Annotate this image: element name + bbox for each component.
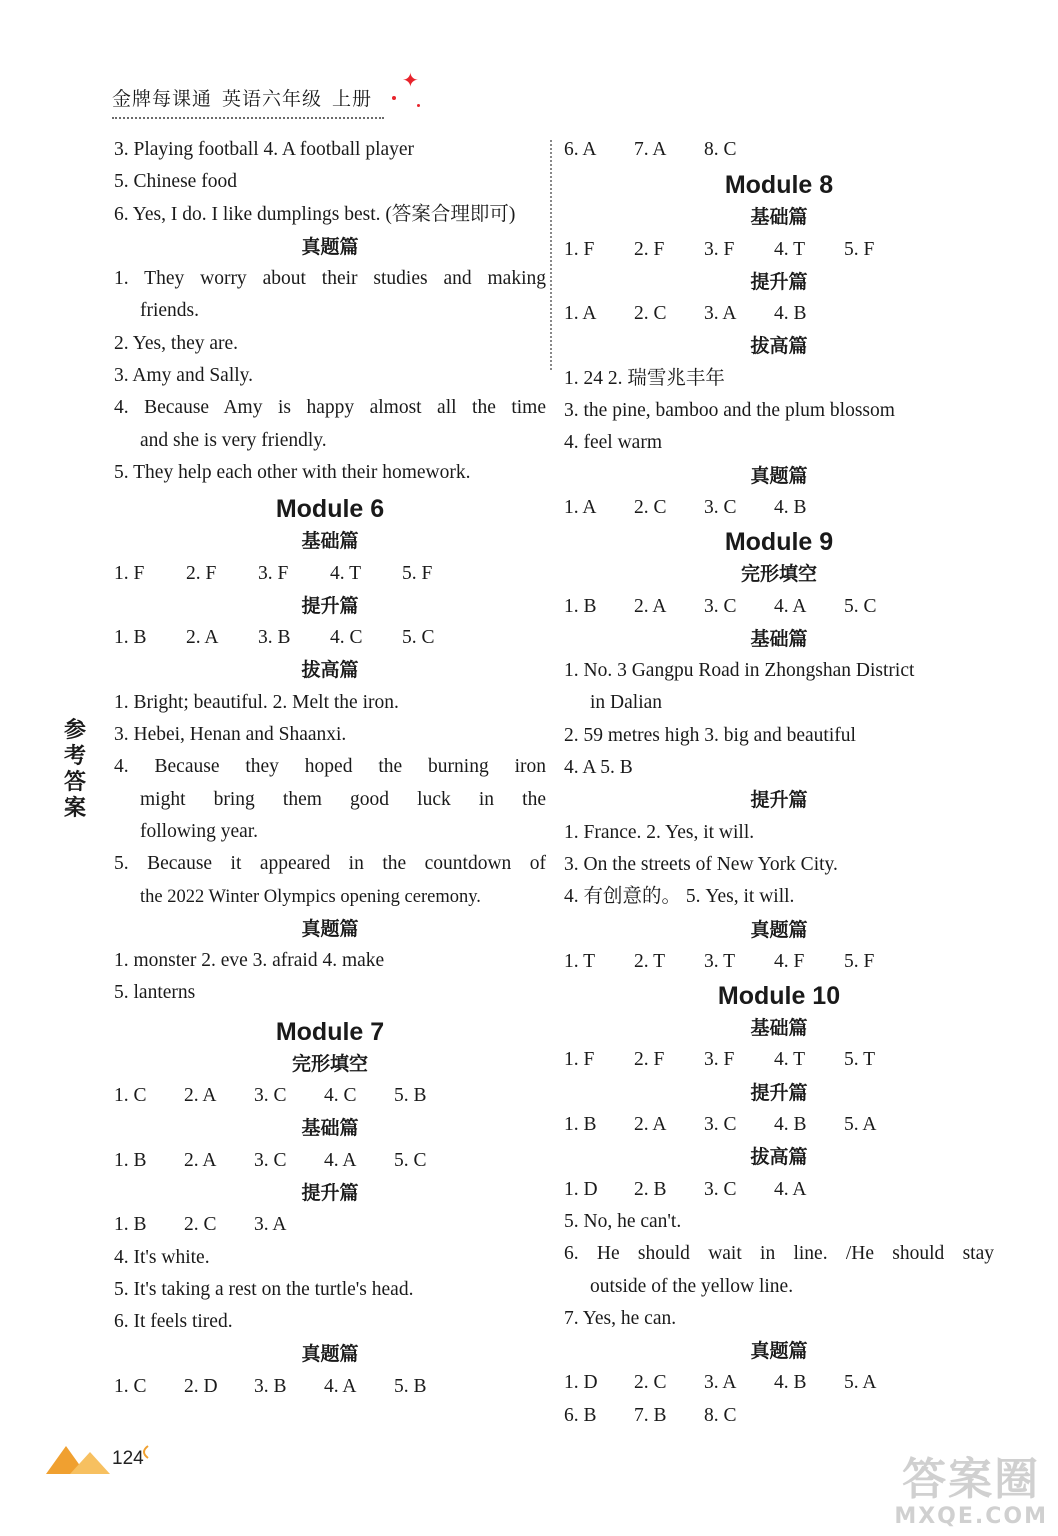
section-heading: 基础篇 bbox=[301, 1117, 359, 1140]
answer-row bbox=[564, 492, 994, 524]
answer-item: 1. F bbox=[564, 238, 595, 260]
section-heading: 真题篇 bbox=[750, 1340, 808, 1363]
answer-item: 2. A bbox=[186, 627, 219, 649]
answer-line: following year. bbox=[140, 820, 259, 842]
section-heading: 真题篇 bbox=[301, 1343, 359, 1366]
answer-item: 6. B bbox=[564, 1404, 597, 1426]
answer-item: 5. A bbox=[844, 1114, 877, 1136]
book-title: 金牌每课通 bbox=[112, 88, 213, 110]
answer-item: 3. A bbox=[254, 1214, 287, 1236]
answer-line: might bring them good luck in the bbox=[140, 788, 546, 810]
answer-item: 2. C bbox=[634, 1372, 667, 1394]
answer-row bbox=[564, 591, 994, 623]
page-header bbox=[112, 84, 384, 119]
answer-line: 6. It feels tired. bbox=[114, 1311, 233, 1333]
answer-item: 5. F bbox=[844, 950, 875, 972]
answer-line: 4. 有创意的。 5. Yes, it will. bbox=[564, 886, 795, 908]
answer-line: friends. bbox=[140, 300, 200, 322]
section-heading: 提升篇 bbox=[750, 1081, 808, 1104]
answer-item: 1. B bbox=[564, 595, 597, 617]
answer-row bbox=[564, 1109, 994, 1141]
answer-item: 4. B bbox=[774, 1114, 807, 1136]
answer-line: 4. Because they hoped the burning iron bbox=[114, 756, 546, 778]
answer-line: 5. Chinese food bbox=[114, 171, 237, 193]
answer-item: 1. C bbox=[114, 1085, 147, 1107]
answer-row bbox=[564, 1174, 994, 1206]
answer-item: 2. T bbox=[634, 950, 666, 972]
answer-item: 2. C bbox=[184, 1214, 217, 1236]
answer-line: 3. Playing football 4. A football player bbox=[114, 139, 415, 160]
answer-row bbox=[564, 234, 994, 266]
answer-item: 2. A bbox=[184, 1085, 217, 1107]
answer-item: 4. B bbox=[774, 496, 807, 518]
answer-item: 2. A bbox=[634, 595, 667, 617]
answer-row bbox=[114, 1371, 546, 1403]
answer-row bbox=[564, 1400, 994, 1432]
answer-item: 4. T bbox=[330, 562, 362, 584]
answer-item: 3. B bbox=[254, 1375, 287, 1397]
answer-item: 4. F bbox=[774, 950, 805, 972]
section-heading: 拔高篇 bbox=[301, 659, 359, 682]
answer-item: 2. F bbox=[186, 562, 217, 584]
answer-item: 4. A bbox=[774, 1178, 807, 1200]
answer-line: 2. 59 metres high 3. big and beautiful bbox=[564, 724, 856, 746]
answer-line: 5. Because it appeared in the countdown of bbox=[114, 853, 546, 875]
answer-item: 1. D bbox=[564, 1372, 598, 1394]
answer-item: 3. C bbox=[704, 595, 737, 617]
module-title: Module 6 bbox=[275, 495, 385, 524]
answer-item: 3. F bbox=[704, 1049, 735, 1071]
answer-row bbox=[564, 946, 994, 978]
watermark-text: 答案圈 bbox=[902, 1454, 1041, 1505]
answer-line: 1. France. 2. Yes, it will. bbox=[564, 821, 755, 843]
answer-item: 4. A bbox=[774, 595, 807, 617]
answer-item: 2. C bbox=[634, 496, 667, 518]
answer-line: 5. They help each other with their homework. bbox=[114, 461, 471, 483]
answer-item: 1. T bbox=[564, 950, 596, 972]
answer-item: 5. A bbox=[844, 1372, 877, 1394]
answer-row bbox=[114, 622, 546, 654]
answer-item: 3. A bbox=[704, 1372, 737, 1394]
answer-item: 5. C bbox=[402, 627, 435, 649]
answer-line: 5. No, he can't. bbox=[564, 1210, 682, 1232]
answer-item: 2. D bbox=[184, 1375, 218, 1397]
answer-line: 4. Because Amy is happy almost all the time bbox=[114, 397, 546, 419]
page-number: 124 bbox=[112, 1448, 144, 1469]
module-title: Module 8 bbox=[724, 171, 834, 200]
answer-row bbox=[564, 298, 994, 330]
answer-item: 4. A bbox=[324, 1149, 357, 1171]
section-heading: 基础篇 bbox=[750, 1017, 808, 1040]
answer-item: 1. C bbox=[114, 1375, 147, 1397]
answer-item: 4. C bbox=[324, 1085, 357, 1107]
answer-item: 3. C bbox=[704, 1114, 737, 1136]
watermark-logo bbox=[894, 1454, 1048, 1529]
section-heading: 基础篇 bbox=[750, 206, 808, 229]
dot-icon bbox=[417, 104, 420, 107]
answer-item: 3. T bbox=[704, 950, 736, 972]
answer-item: 1. B bbox=[114, 1149, 147, 1171]
answer-item: 1. D bbox=[564, 1178, 598, 1200]
answer-item: 4. C bbox=[330, 627, 363, 649]
answer-item: 1. A bbox=[564, 496, 597, 518]
answer-line: 4. It's white. bbox=[114, 1246, 210, 1268]
answer-row bbox=[564, 134, 994, 166]
answer-item: 8. C bbox=[704, 1404, 737, 1426]
answer-item: 3. C bbox=[254, 1149, 287, 1171]
answer-row bbox=[114, 1080, 546, 1112]
answer-line: outside of the yellow line. bbox=[590, 1275, 794, 1297]
module-title: Module 9 bbox=[724, 528, 834, 557]
answer-line: and she is very friendly. bbox=[140, 429, 327, 451]
answer-item: 3. B bbox=[258, 627, 291, 649]
answer-item: 1. B bbox=[114, 627, 147, 649]
answer-item: 5. C bbox=[394, 1149, 427, 1171]
left-column bbox=[114, 134, 546, 1403]
section-heading: 完形填空 bbox=[291, 1052, 368, 1075]
section-heading: 拔高篇 bbox=[750, 335, 808, 358]
answer-line: 1. They worry about their studies and making bbox=[114, 268, 546, 290]
answer-item: 2. F bbox=[634, 238, 665, 260]
star-icon: ✦ bbox=[402, 68, 419, 92]
dot-icon bbox=[392, 96, 396, 100]
answer-item: 4. T bbox=[774, 1049, 806, 1071]
answer-line: 6. He should wait in line. /He should stay bbox=[564, 1243, 994, 1265]
answer-item: 3. C bbox=[254, 1085, 287, 1107]
watermark-url: MXQE.COM bbox=[894, 1504, 1048, 1529]
answer-item: 3. F bbox=[258, 562, 289, 584]
section-heading: 提升篇 bbox=[301, 1181, 359, 1204]
answer-line: 1. monster 2. eve 3. afraid 4. make bbox=[114, 950, 385, 972]
answer-line: 7. Yes, he can. bbox=[564, 1307, 677, 1329]
answer-item: 5. T bbox=[844, 1049, 876, 1071]
answer-line: 3. Amy and Sally. bbox=[114, 365, 254, 387]
answer-line: 4. feel warm bbox=[564, 432, 662, 454]
section-heading: 提升篇 bbox=[301, 594, 359, 617]
answer-line: 6. Yes, I do. I like dumplings best. (答案合理即可) bbox=[114, 203, 516, 225]
answer-line: 1. Bright; beautiful. 2. Melt the iron. bbox=[114, 691, 399, 713]
answer-item: 2. B bbox=[634, 1178, 667, 1200]
section-heading: 真题篇 bbox=[301, 917, 359, 940]
answer-item: 7. B bbox=[634, 1404, 667, 1426]
answer-line: 1. No. 3 Gangpu Road in Zhongshan District bbox=[564, 660, 915, 682]
section-heading: 提升篇 bbox=[750, 270, 808, 293]
section-heading: 提升篇 bbox=[750, 789, 808, 812]
right-column bbox=[564, 134, 994, 1432]
answer-item: 1. B bbox=[114, 1214, 147, 1236]
answer-item: 7. A bbox=[634, 139, 667, 160]
answer-item: 5. B bbox=[394, 1375, 427, 1397]
section-heading: 真题篇 bbox=[750, 918, 808, 941]
answer-item: 1. F bbox=[564, 1049, 595, 1071]
answer-line: in Dalian bbox=[590, 692, 663, 714]
answer-line: 3. On the streets of New York City. bbox=[564, 853, 838, 875]
volume-title: 上册 bbox=[332, 88, 373, 110]
answer-item: 2. F bbox=[634, 1049, 665, 1071]
answer-item: 5. F bbox=[844, 238, 875, 260]
section-heading: 真题篇 bbox=[301, 235, 359, 258]
answer-item: 1. B bbox=[564, 1114, 597, 1136]
answer-item: 5. B bbox=[394, 1085, 427, 1107]
answer-item: 3. A bbox=[704, 303, 737, 325]
answer-row bbox=[564, 1044, 994, 1076]
answer-item: 2. A bbox=[634, 1114, 667, 1136]
answer-item: 1. F bbox=[114, 562, 145, 584]
section-heading: 完形填空 bbox=[740, 563, 817, 586]
answer-line: 1. 24 2. 瑞雪兆丰年 bbox=[564, 367, 725, 389]
answer-line: 5. lanterns bbox=[114, 982, 196, 1004]
module-title: Module 10 bbox=[717, 982, 841, 1011]
column-divider bbox=[550, 140, 552, 370]
section-heading: 基础篇 bbox=[301, 530, 359, 553]
answer-item: 8. C bbox=[704, 139, 737, 160]
answer-row bbox=[114, 1209, 546, 1241]
answer-item: 2. C bbox=[634, 303, 667, 325]
answer-line: 5. It's taking a rest on the turtle's head. bbox=[114, 1278, 414, 1300]
answer-row bbox=[564, 1367, 994, 1399]
answer-item: 4. T bbox=[774, 238, 806, 260]
answer-line: 4. A 5. B bbox=[564, 757, 633, 779]
answer-item: 6. A bbox=[564, 139, 597, 160]
answer-item: 1. A bbox=[564, 303, 597, 325]
answer-item: 2. A bbox=[184, 1149, 217, 1171]
answer-row bbox=[114, 1145, 546, 1177]
section-heading: 真题篇 bbox=[750, 464, 808, 487]
answer-item: 3. C bbox=[704, 496, 737, 518]
module-title: Module 7 bbox=[275, 1017, 385, 1046]
section-heading: 拔高篇 bbox=[750, 1146, 808, 1169]
answer-item: 5. F bbox=[402, 562, 433, 584]
answer-item: 4. B bbox=[774, 303, 807, 325]
subject-title: 英语六年级 bbox=[222, 88, 323, 110]
answer-row bbox=[114, 558, 546, 590]
answer-item: 4. A bbox=[324, 1375, 357, 1397]
answer-line: 3. Hebei, Henan and Shaanxi. bbox=[114, 724, 347, 746]
answer-item: 4. B bbox=[774, 1372, 807, 1394]
answer-line: 3. the pine, bamboo and the plum blossom bbox=[564, 400, 895, 422]
answer-line: the 2022 Winter Olympics opening ceremony. bbox=[140, 886, 481, 907]
answer-line: 2. Yes, they are. bbox=[114, 332, 239, 354]
section-heading: 基础篇 bbox=[750, 627, 808, 650]
answer-item: 3. C bbox=[704, 1178, 737, 1200]
answer-item: 3. F bbox=[704, 238, 735, 260]
answer-item: 5. C bbox=[844, 595, 877, 617]
sidebar-label: 参考答案 bbox=[63, 718, 86, 821]
